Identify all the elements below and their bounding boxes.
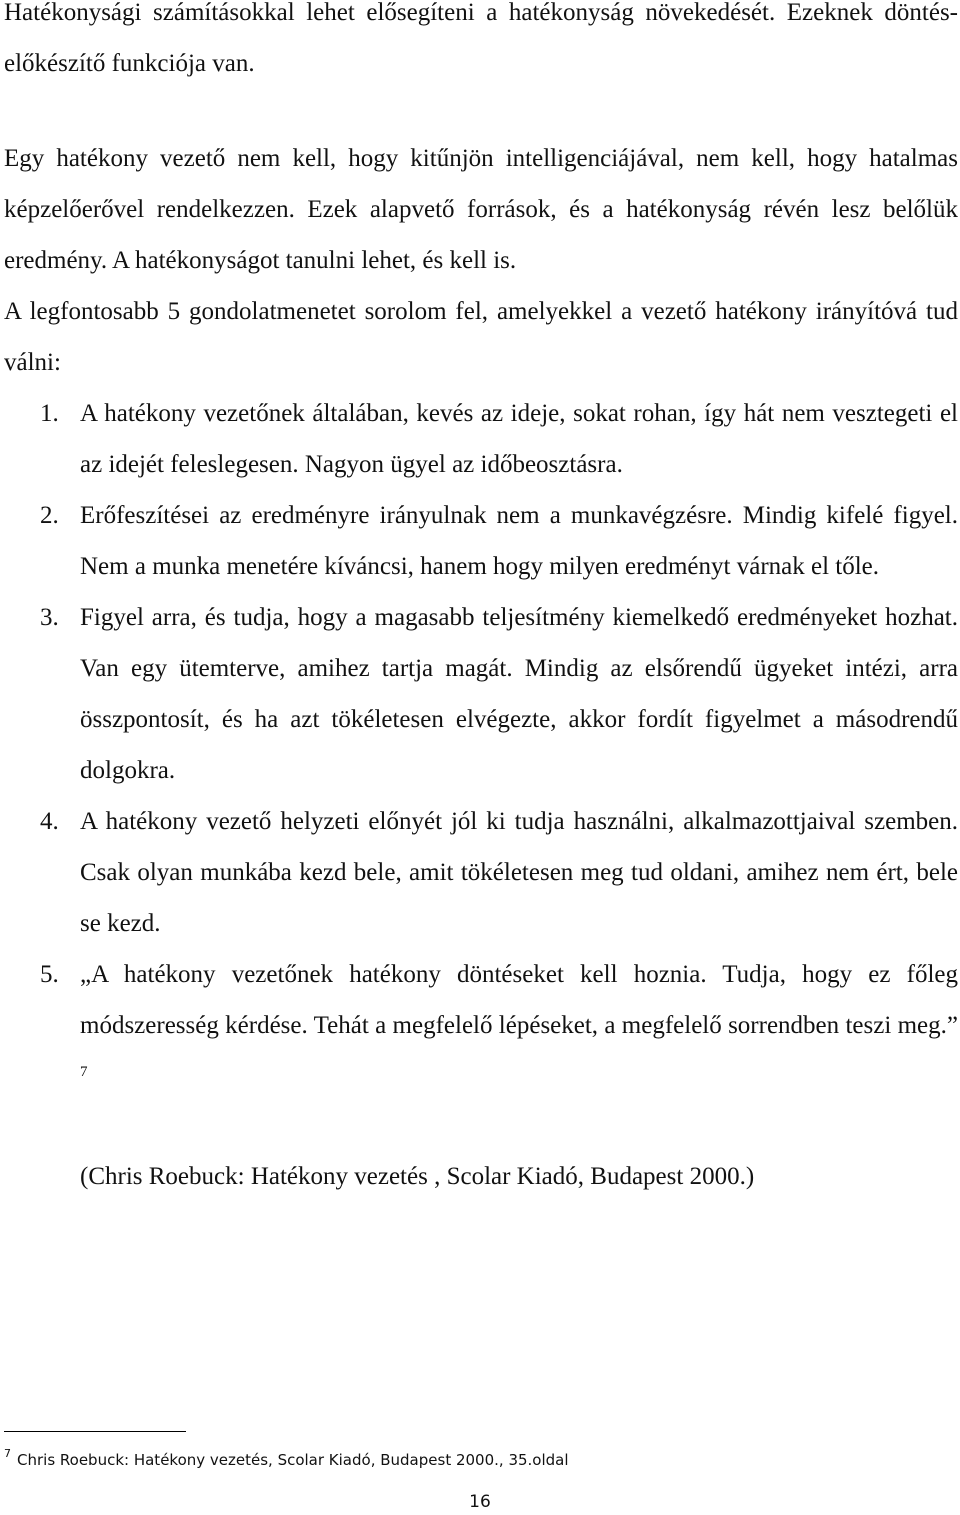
paragraph-list-intro: A legfontosabb 5 gondolatmenetet sorolom fel, amelyekkel a vezető hatékony irányítóvá tud válni: — [4, 298, 958, 376]
footnote-reference-link[interactable]: 7 — [80, 1064, 88, 1080]
list-item-text-with-footnote — [80, 949, 958, 1102]
list-item-5 — [4, 949, 958, 1102]
source-citation: (Chris Roebuck: Hatékony vezetés , Scolar Kiadó, Budapest 2000.) — [80, 1163, 755, 1190]
list-item-text: A hatékony vezető helyzeti előnyét jól ki tudja használni, alkalmazottjaival szemben. Csak olyan munkába kezd bele, amit tökéletesen meg tud oldani, amihez nem ért, bele se kezd. — [80, 808, 958, 937]
footnote-text: Chris Roebuck: Hatékony vezetés, Scolar Kiadó, Budapest 2000., 35.oldal — [17, 1451, 569, 1469]
paragraph-efficiency-calculations: Hatékonysági számításokkal lehet elősegíteni a hatékonyság növekedését. Ezeknek döntés-előkészítő funkciója van. — [4, 0, 958, 77]
footnote — [4, 1448, 569, 1472]
list-item-4 — [4, 796, 958, 949]
list-item-number: 2. — [40, 502, 59, 529]
list-item-text: „A hatékony vezetőnek hatékony döntéseket kell hoznia. Tudja, hogy ez főleg módszeresség kérdése. Tehát a megfelelő lépéseket, a megfelelő sorrendben teszi meg.” — [80, 961, 958, 1039]
list-item-number: 4. — [40, 808, 59, 835]
footnote-separator — [4, 1431, 186, 1432]
page-number: 16 — [469, 1492, 491, 1512]
list-item-number: 1. — [40, 400, 59, 427]
list-item-text: A hatékony vezetőnek általában, kevés az ideje, sokat rohan, így hát nem vesztegeti el az idejét feleslegesen. Nagyon ügyel az időbeosztásra. — [80, 400, 958, 478]
numbered-list — [4, 388, 958, 1102]
list-item-1 — [4, 388, 958, 490]
paragraph-effective-leader: Egy hatékony vezető nem kell, hogy kitűnjön intelligenciájával, nem kell, hogy hatalmas képzelőerővel rendelkezzen. Ezek alapvető források, és a hatékonyság révén lesz belőlük eredmény. A hatékonyságot tanulni lehet, és kell is. — [4, 145, 958, 274]
footnote-marker: 7 — [4, 1447, 11, 1460]
list-item-text: Figyel arra, és tudja, hogy a magasabb teljesítmény kiemelkedő eredményeket hozhat. Van egy ütemterve, amihez tartja magát. Mindig az elsőrendű ügyeket intézi, arra összpontosít, és ha azt tökéletesen elvégezte, akkor fordít figyelmet a másodrendű dolgokra. — [80, 604, 958, 784]
list-item-text: Erőfeszítései az eredményre irányulnak nem a munkavégzésre. Mindig kifelé figyel. Nem a munka menetére kíváncsi, hanem hogy milyen eredményt várnak el tőle. — [80, 502, 958, 580]
list-item-number: 3. — [40, 604, 59, 631]
list-item-number: 5. — [40, 961, 59, 988]
list-item-3 — [4, 592, 958, 796]
list-item-2 — [4, 490, 958, 592]
